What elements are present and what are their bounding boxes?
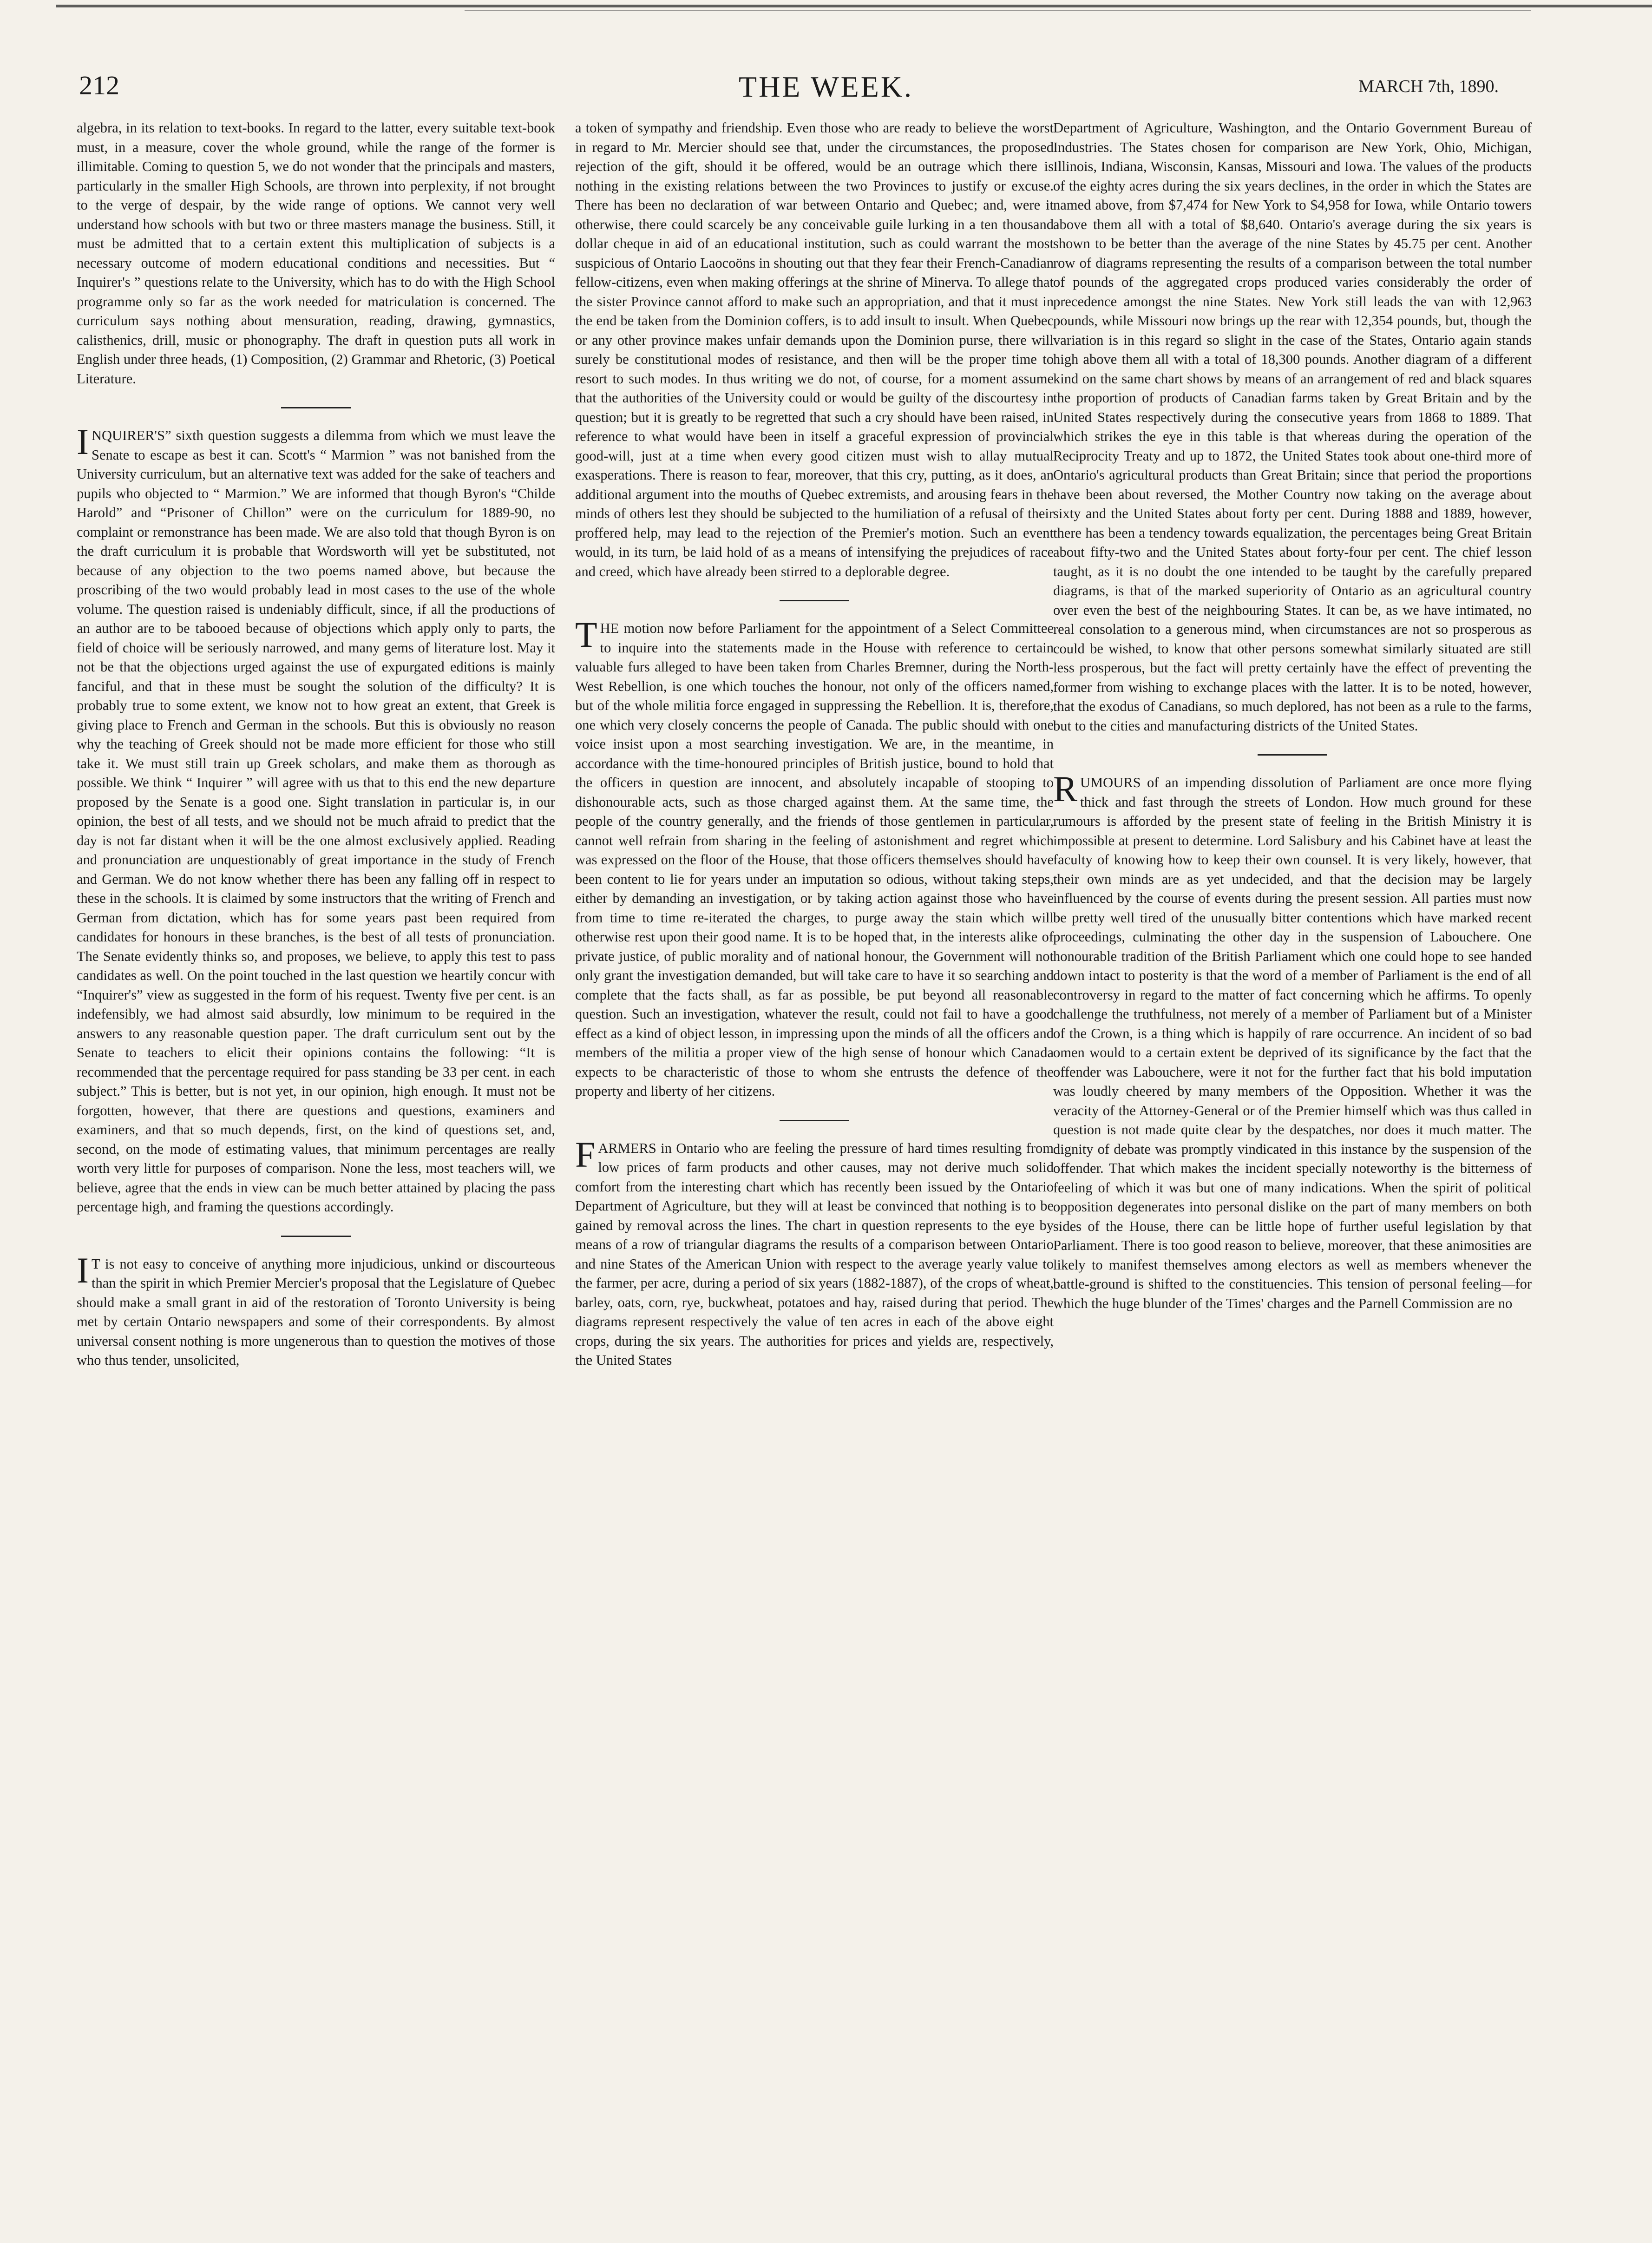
section-divider	[281, 1236, 351, 1237]
drop-cap: I	[77, 421, 89, 462]
article-paragraph	[575, 614, 1054, 1101]
drop-cap: R	[1053, 769, 1078, 809]
column-2	[575, 118, 1054, 1370]
issue-date: MARCH 7th, 1890.	[1358, 77, 1499, 96]
drop-cap: T	[575, 614, 597, 655]
top-rule-secondary	[465, 10, 1531, 11]
section-divider	[1258, 754, 1327, 756]
column-3	[1053, 118, 1532, 1313]
page-title: THE WEEK.	[738, 70, 914, 103]
section-divider	[780, 1120, 849, 1121]
drop-cap: I	[77, 1250, 89, 1290]
article-text: UMOURS of an impending dissolution of Parliament are once more flying thick and fast through the streets of London. How much ground for these rumours is afforded by the present state of feeling in the British Ministry it is impossible at present to determine. Lord Salisbury and his Cabinet have at least the faculty of knowing how to keep their own counsel. It is very likely, however, that their own minds are as yet undecided, and that the decision may be largely influenced by the course of events during the present session. All parties must now be pretty well tired of the unusually bitter contentions which have marked recent proceedings, culminating the other day in the suspension of Labouchere. One honourable tradition of the British Parliament which one could hope to see handed down intact to posterity is that the word of a member of Parliament is the end of all controversy in regard to the matter of fact concerning which he affirms. To openly challenge the truthfulness, not merely of a member of Parliament but of a Minister of the Crown, is a thing which is happily of rare occurrence. An incident of so bad omen would to a certain extent be deprived of its significance by the fact that the offender was Labouchere, were it not for the further fact that his bold imputation was loudly cheered by many members of the Opposition. Whether it was the veracity of the Attorney-General or of the Premier himself which was thus called in question is not made quite clear by the despatches, nor does it much matter. The dignity of debate was promptly vindicated in this instance by the suspension of the offender. That which makes the incident specially noteworthy is the bitterness of feeling of which it was but one of many indications. When the spirit of political opposition degenerates into personal dislike on the part of many members on both sides of the House, there can be little hope of further useful legislation by that Parliament. There is too good reason to believe, moreover, that these animosities are likely to manifest themselves among electors as well as members whenever the battle-ground is shifted to the constituencies. This tension of personal feeling—for which the huge blunder of the Times' charges and the Parnell Commission are no	[1053, 775, 1532, 1311]
article-paragraph	[77, 1250, 555, 1370]
article-text: HE motion now before Parliament for the appointment of a Select Committee to inquire into the statements made in the House with reference to certain valuable furs alleged to have been taken from Charles Bremner, during the North-West Rebellion, is one which touches the honour, not only of the officers named, but of the whole militia force engaged in suppressing the Rebellion. It is, therefore, one which very closely concerns the people of Canada. The public should with one voice insist upon a most searching investigation. We are, in the meantime, in accordance with the time-honoured principles of British justice, bound to hold that the officers in question are innocent, and absolutely incapable of stooping to dishonourable acts, such as those charged against them. At the same time, the people of the country generally, and the friends of those gentlemen in particular, cannot well refrain from sharing in the feeling of astonishment and regret which was expressed on the floor of the House, that those officers themselves should have been content to lie for years under an imputation so odious, without taking steps, either by demanding an investigation, or by taking action against those who have from time to time re-iterated the charges, to purge away the stain which will otherwise rest upon their good name. It is to be hoped that, in the interests alike of private justice, of public morality and of national honour, the Government will not only grant the investigation demanded, but will take care to have it so searching and complete that the facts shall, as far as possible, be put beyond all reasonable question. Such an investigation, whatever the result, could not fail to have a good effect as a kind of object lesson, in impressing upon the minds of all the officers and members of the militia a proper view of the high sense of honour which Canada expects to be characteristic of those to whom she entrusts the defence of the property and liberty of her citizens.	[575, 620, 1054, 1099]
article-text: NQUIRER'S” sixth question suggests a dilemma from which we must leave the Senate to escape as best it can. Scott's “ Marmion ” was not banished from the University curriculum, but an alternative text was added for the sake of teachers and pupils who objected to “ Marmion.” We are informed that though Byron's “Childe Harold” and “Prisoner of Chillon” were on the curriculum for 1889-90, no complaint or remonstrance has been made. We are also told that though Byron is on the draft curriculum it is probable that Wordsworth will yet be substituted, not because of any objection to the two poems named above, but because the proscribing of the two would probably lead in most cases to the use of the whole volume. The question raised is undeniably difficult, since, if all the productions of an author are to be tabooed because of objections which apply only to parts, the field of choice will be seriously narrowed, and many gems of literature lost. May it not be that the objections urged against the use of expurgated editions is mainly fanciful, and that in these must be sought the solution of the difficulty? It is probably true to some extent, we know not to how great an extent, that Greek is giving place to French and German in the schools. But this is obviously no reason why the teaching of Greek should not be made more efficient for those who still take it. We must still train up Greek scholars, and make them as thorough as possible. We think “ Inquirer ” will agree with us that to this end the new departure proposed by the Senate is a good one. Sight translation in particular is, in our opinion, the best of all tests, and we should not be much afraid to predict that the day is not far distant when it will be the one almost exclusively applied. Reading and pronunciation are unquestionably of great importance in the study of French and German. We do not know whether there has been any falling off in respect to these in the schools. It is claimed by some instructors that the writing of French and German from dictation, which has for some years past been required from candidates for honours in these branches, is the best of all tests of pronunciation. The Senate evidently thinks so, and proposes, we believe, to apply this test to pass candidates as well. On the point touched in the last question we heartily concur with “Inquirer's” view as suggested in the form of his request. Twenty five per cent. is an indefensibly, we had almost said absurdly, low minimum to be required in the answers to any reasonable question paper. The draft curriculum sent out by the Senate to teachers to elicit their opinions contains the following: “It is recommended that the percentage required for pass standing be 33 per cent. in each subject.” This is better, but is not yet, in our opinion, high enough. It must not be forgotten, however, that there are questions and questions, examiners and examiners, and that so much depends, first, on the kind of questions set, and, second, on the mode of estimating values, that minimum percentages are really worth very little for purposes of comparison. None the less, most teachers will, we believe, agree that the ends in view can be much better attained by placing the pass percentage high, and framing the questions accordingly.	[77, 428, 555, 1215]
top-rule	[56, 5, 1652, 7]
article-text: T is not easy to conceive of anything more injudicious, unkind or discourteous than the spirit in which Premier Mercier's proposal that the Legislature of Quebec should make a small grant in aid of the restoration of Toronto University is being met by certain Ontario newspapers and some of their correspondents. By almost universal consent nothing is more ungenerous than to question the motives of those who thus tender, unsolicited,	[77, 1256, 555, 1368]
article-paragraph	[77, 421, 555, 1217]
column-1	[77, 118, 555, 1370]
article-paragraph	[575, 1134, 1054, 1370]
article-text: ARMERS in Ontario who are feeling the pressure of hard times resulting from low prices of farm products and other causes, may not derive much solid comfort from the interesting chart which has recently been issued by the Ontario Department of Agriculture, but they will at least be convinced that nothing is to be gained by removal across the lines. The chart in question represents to the eye by means of a row of triangular diagrams the results of a comparison between Ontario and nine States of the American Union with respect to the average yearly value to the farmer, per acre, during a period of six years (1882-1887), of the crops of wheat, barley, oats, corn, rye, buckwheat, potatoes and hay, raised during that period. The diagrams represent respectively the value of ten acres in each of the above eight crops, during the six years. The authorities for prices and yields are, respectively, the United States	[575, 1140, 1054, 1368]
article-paragraph: Department of Agriculture, Washington, and the Ontario Government Bureau of Industries. The States chosen for comparison are New York, Ohio, Michigan, Illinois, Indiana, Wisconsin, Kansas, Missouri and Iowa. The values of the products of the eighty acres during the six years declines, in the order in which the States are named above, from $7,474 for New York to $4,958 for Iowa, while Ontario towers above them all with a total of $8,640. Ontario's average during the six years is shown to be better than the average of the nine States by 45.75 per cent. Another row of diagrams representing the results of a comparison between the total number of pounds of the aggregated crops produced varies considerably the order of precedence amongst the nine States. New York still leads the van with 12,963 pounds, while Missouri now brings up the rear with 12,354 pounds, but, though the variation is in this regard so slight in the case of the States, Ontario again stands high above them all with a total of 18,300 pounds. Another diagram of a different kind on the same chart shows by means of an arrangement of red and black squares the proportion of products of Canadian farms taken by Great Britain and by the United States respectively during the consecutive years from 1868 to 1889. That which strikes the eye in this table is that whereas during the operation of the Reciprocity Treaty and up to 1872, the United States took about one-third more of Ontario's agricultural products than Great Britain; since that period the proportions have been about reversed, the Mother Country now taking on the average about sixty and the United States about forty per cent. During 1888 and 1889, however, there has been a tendency towards equalization, the percentages being Great Britain about fifty-two and the United States about forty-four per cent. The chief lesson taught, as it is no doubt the one intended to be taught by the carefully prepared diagrams, is that of the marked superiority of Ontario as an agricultural country over even the best of the neighbouring States. It can be, as we have intimated, no real consolation to a generous mind, when circumstances are not so prosperous as could be wished, to know that other persons somewhat similarly situated are still less prosperous, but the fact will pretty certainly have the effect of preventing the former from wishing to exchange places with the latter. It is to be noted, however, that the exodus of Canadians, so much deplored, has not been as a rule to the farms, but to the cities and manufacturing districts of the United States.	[1053, 120, 1532, 734]
article-paragraph: algebra, in its relation to text-books. In regard to the latter, every suitable text-book must, in a measure, cover the whole ground, while the range of the former is illimitable. Coming to question 5, we do not wonder that the principals and masters, particularly in the smaller High Schools, are thrown into perplexity, if not brought to the verge of despair, by the wide range of options. We cannot very well understand how schools with but two or three masters manage the business. Still, it must be admitted that to a certain extent this multiplication of subjects is a necessary outcome of modern educational conditions and necessities. But “ Inquirer's ” questions relate to the University, which has to do with the High School programme only so far as the work needed for matriculation is concerned. The curriculum says nothing about mensuration, reading, drawing, gymnastics, calisthenics, drill, music or phonography. The draft in question puts all work in English under three heads, (1) Composition, (2) Grammar and Rhetoric, (3) Poetical Literature.	[77, 120, 555, 387]
article-paragraph: a token of sympathy and friendship. Even those who are ready to believe the worst in regard to Mr. Mercier should see that, under the circumstances, the proposed rejection of the gift, should it be offered, would be an outrage which there is nothing in the existing relations between the two Provinces to justify or excuse. There has been no declaration of war between Ontario and Quebec; and, were it otherwise, there could scarcely be any conceivable guile lurking in a ten thousand dollar cheque in aid of an educational institution, such as could warrant the most suspicious of Ontario Laocoöns in shouting out that they fear their French-Canadian fellow-citizens, even when making offerings at the shrine of Minerva. To allege that the sister Province cannot afford to make such an appropriation, and that it must in the end be taken from the Dominion coffers, is to add insult to insult. When Quebec or any other province makes unfair demands upon the Dominion purse, there will surely be constitutional modes of resistance, and then will be the proper time to resort to such modes. In thus writing we do not, of course, for a moment assume that the authorities of the University could or would be guilty of the discourtesy in question; but it is greatly to be regretted that such a cry should have been raised, in reference to what would have been in itself a graceful expression of provincial good-will, just at a time when every good citizen must wish to allay mutual exasperations. There is reason to fear, moreover, that this cry, putting, as it does, an additional argument into the mouths of Quebec extremists, and arousing fears in the minds of others lest they should be subjected to the humiliation of a refusal of their proffered help, may lead to the rejection of the Premier's motion. Such an event would, in its turn, be laid hold of as a means of intensifying the prejudices of race and creed, which have already been stirred to a deplorable degree.	[575, 120, 1054, 579]
page-header	[0, 70, 1652, 107]
article-paragraph	[1053, 769, 1532, 1313]
page-number: 212	[79, 70, 119, 100]
section-divider	[281, 407, 351, 408]
drop-cap: F	[575, 1134, 596, 1175]
section-divider	[780, 600, 849, 601]
